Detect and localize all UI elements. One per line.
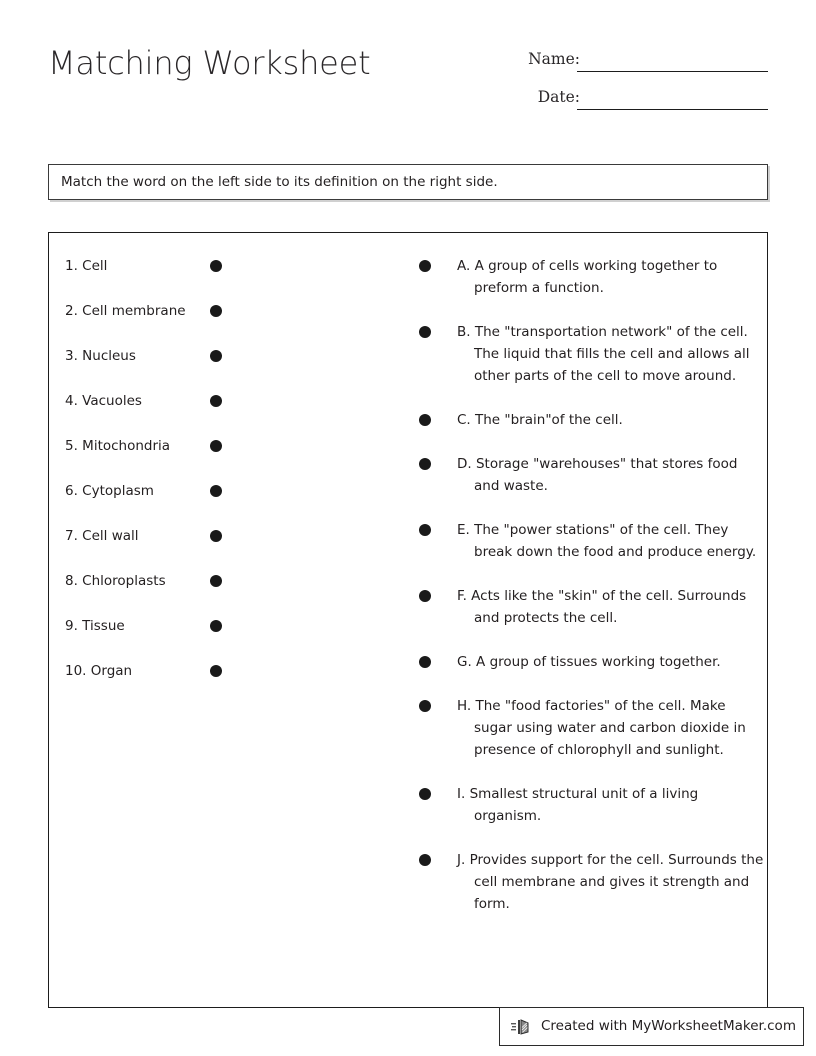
- term-bullet-dot[interactable]: [210, 665, 222, 677]
- term-label: 5. Mitochondria: [65, 438, 171, 454]
- definition-text: G. A group of tissues working together.: [457, 654, 721, 670]
- definition-text: F. Acts like the "skin" of the cell. Surrounds and protects the cell.: [457, 588, 747, 626]
- definition-text: A. A group of cells working together to preform a function.: [457, 258, 718, 296]
- term-bullet-dot[interactable]: [210, 620, 222, 632]
- page-title: Matching Worksheet: [48, 44, 371, 82]
- term-label: 4. Vacuoles: [65, 393, 142, 409]
- matching-area: [48, 232, 768, 1008]
- definition-text: C. The "brain"of the cell.: [457, 412, 623, 428]
- term-label: 10. Organ: [65, 663, 133, 679]
- definitions-column: [419, 255, 764, 937]
- definition-bullet-dot[interactable]: [419, 590, 431, 602]
- definition-bullet-dot[interactable]: [419, 458, 431, 470]
- date-field-row: [505, 86, 775, 124]
- terms-column: [65, 255, 255, 705]
- definition-row[interactable]: [419, 255, 749, 299]
- footer-attribution-badge[interactable]: [499, 1007, 804, 1046]
- definition-row[interactable]: [419, 783, 749, 827]
- term-row[interactable]: [65, 570, 255, 592]
- definition-text: J. Provides support for the cell. Surrounds the cell membrane and gives it strength and form.: [457, 852, 764, 912]
- definition-bullet-dot[interactable]: [419, 700, 431, 712]
- definition-text: H. The "food factories" of the cell. Make sugar using water and carbon dioxide in presence of chlorophyll and sunlight.: [457, 698, 746, 758]
- name-date-fields: [505, 48, 775, 124]
- definition-text: B. The "transportation network" of the cell. The liquid that fills the cell and allows all other parts of the cell to move around.: [457, 324, 750, 384]
- worksheet-maker-logo-icon: [511, 1016, 533, 1038]
- term-row[interactable]: [65, 435, 255, 457]
- term-bullet-dot[interactable]: [210, 350, 222, 362]
- definition-row[interactable]: [419, 695, 749, 761]
- term-row[interactable]: [65, 660, 255, 682]
- definition-bullet-dot[interactable]: [419, 326, 431, 338]
- definition-row[interactable]: [419, 409, 749, 431]
- term-label: 2. Cell membrane: [65, 303, 186, 319]
- term-bullet-dot[interactable]: [210, 530, 222, 542]
- term-label: 6. Cytoplasm: [65, 483, 154, 499]
- term-label: 9. Tissue: [65, 618, 125, 634]
- name-field-row: [505, 48, 775, 86]
- term-row[interactable]: [65, 300, 255, 322]
- date-field-label: Date:: [537, 88, 580, 106]
- date-field-input-line[interactable]: [577, 109, 768, 110]
- definition-bullet-dot[interactable]: [419, 788, 431, 800]
- definition-bullet-dot[interactable]: [419, 656, 431, 668]
- term-row[interactable]: [65, 345, 255, 367]
- definition-row[interactable]: [419, 321, 749, 387]
- term-bullet-dot[interactable]: [210, 395, 222, 407]
- term-bullet-dot[interactable]: [210, 440, 222, 452]
- term-bullet-dot[interactable]: [210, 485, 222, 497]
- term-label: 1. Cell: [65, 258, 108, 274]
- term-row[interactable]: [65, 390, 255, 412]
- term-label: 8. Chloroplasts: [65, 573, 166, 589]
- term-row[interactable]: [65, 255, 255, 277]
- name-field-label: Name:: [528, 50, 580, 68]
- definition-row[interactable]: [419, 453, 749, 497]
- term-row[interactable]: [65, 480, 255, 502]
- term-label: 3. Nucleus: [65, 348, 136, 364]
- definition-row[interactable]: [419, 849, 764, 915]
- definition-row[interactable]: [419, 519, 757, 563]
- definition-row[interactable]: [419, 585, 749, 629]
- definition-bullet-dot[interactable]: [419, 854, 431, 866]
- definition-bullet-dot[interactable]: [419, 414, 431, 426]
- definition-bullet-dot[interactable]: [419, 260, 431, 272]
- name-field-input-line[interactable]: [577, 71, 768, 72]
- definition-text: E. The "power stations" of the cell. They break down the food and produce energy.: [457, 522, 757, 560]
- term-bullet-dot[interactable]: [210, 575, 222, 587]
- instructions-text: Match the word on the left side to its definition on the right side.: [61, 174, 498, 190]
- term-bullet-dot[interactable]: [210, 305, 222, 317]
- definition-text: I. Smallest structural unit of a living organism.: [457, 786, 699, 824]
- term-label: 7. Cell wall: [65, 528, 139, 544]
- instructions-box: [48, 164, 768, 200]
- term-row[interactable]: [65, 525, 255, 547]
- term-row[interactable]: [65, 615, 255, 637]
- definition-bullet-dot[interactable]: [419, 524, 431, 536]
- worksheet-header: [0, 0, 816, 150]
- term-bullet-dot[interactable]: [210, 260, 222, 272]
- definition-text: D. Storage "warehouses" that stores food and waste.: [457, 456, 738, 494]
- footer-attribution-text: Created with MyWorksheetMaker.com: [541, 1018, 796, 1034]
- definition-row[interactable]: [419, 651, 749, 673]
